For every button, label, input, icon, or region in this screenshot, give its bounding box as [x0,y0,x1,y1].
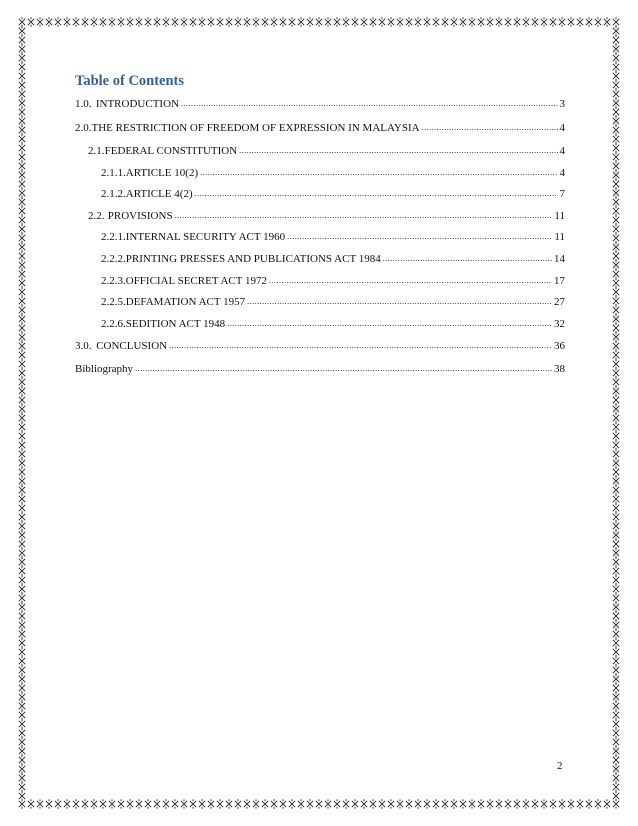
toc-leader-dots [269,274,552,288]
toc-leader-dots [239,144,557,158]
toc-entry-label: PRINTING PRESSES AND PUBLICATIONS ACT 1984 [125,253,381,265]
toc-entry-page: 38 [554,363,565,375]
toc-entry-page: 17 [554,275,565,287]
toc-entry-page: 4 [559,122,565,134]
toc-leader-dots [247,295,552,309]
toc-entry-label: Bibliography [75,363,134,375]
toc-entry-page: 4 [559,167,565,179]
toc-entry-official-secret-act[interactable] [101,274,565,288]
toc-entry-restriction[interactable] [75,121,565,135]
toc-entry-number: 2.0. [75,122,92,134]
toc-entry-page: 4 [559,145,565,157]
toc-entry-sedition-act[interactable] [101,317,565,331]
toc-entry-label: ARTICLE 10(2) [125,167,199,179]
toc-entry-number: 1.0. [75,98,92,110]
toc-entry-label: OFFICIAL SECRET ACT 1972 [125,275,268,287]
toc-leader-dots [227,317,552,331]
toc-entry-internal-security-act[interactable] [101,230,565,244]
toc-leader-dots [383,252,552,266]
toc-entry-page: 11 [554,210,565,222]
toc-leader-dots [200,166,557,180]
toc-entry-number: 2.1.2. [101,188,126,200]
toc-entry-page: 7 [559,188,565,200]
toc-entry-federal-constitution[interactable] [88,144,565,158]
toc-entry-article-4-2[interactable] [101,187,565,201]
toc-entry-number: 2.2.5. [101,296,126,308]
toc-entry-number: 2.2.3. [101,275,126,287]
toc-entry-label: SEDITION ACT 1948 [125,318,226,330]
toc-leader-dots [422,121,558,135]
toc-leader-dots [287,230,552,244]
toc-entry-provisions[interactable] [88,209,565,223]
toc-leader-dots [135,362,552,376]
toc-title: Table of Contents [75,73,185,89]
toc-leader-dots [195,187,558,201]
toc-entry-page: 36 [554,340,565,352]
toc-entry-number: 2.2. [88,210,105,222]
toc-entry-defamation-act[interactable] [101,295,565,309]
toc-entry-introduction[interactable] [75,97,565,111]
toc-entry-page: 3 [559,98,565,110]
toc-entry-number: 2.2.1. [101,231,126,243]
toc-entry-label: INTRODUCTION [95,98,179,110]
toc-entry-label: PROVISIONS [107,210,173,222]
toc-entry-number: 2.2.2. [101,253,126,265]
toc-leader-dots [169,339,552,353]
toc-entry-label: CONCLUSION [96,340,168,352]
toc-entry-label: THE RESTRICTION OF FREEDOM OF EXPRESSION IN MALAYSIA [91,122,420,134]
toc-entry-label: DEFAMATION ACT 1957 [125,296,246,308]
toc-entry-page: 14 [554,253,565,265]
toc-entry-page: 32 [554,318,565,330]
toc-leader-dots [181,97,558,111]
toc-entry-number: 2.1.1. [101,167,126,179]
toc-entry-label: ARTICLE 4(2) [125,188,193,200]
toc-entry-page: 27 [554,296,565,308]
toc-entry-bibliography[interactable] [75,362,565,376]
toc-entry-conclusion[interactable] [75,339,565,353]
page-number: 2 [557,760,563,772]
toc-leader-dots [175,209,553,223]
toc-entry-label: FEDERAL CONSTITUTION [104,145,238,157]
toc-entry-number: 2.2.6. [101,318,126,330]
toc-entry-article-10-2[interactable] [101,166,565,180]
toc-entry-number: 2.1. [88,145,105,157]
toc-entry-printing-presses-act[interactable] [101,252,565,266]
toc-entry-label: INTERNAL SECURITY ACT 1960 [125,231,286,243]
toc-entry-number: 3.0. [75,340,92,352]
toc-entry-page: 11 [554,231,565,243]
